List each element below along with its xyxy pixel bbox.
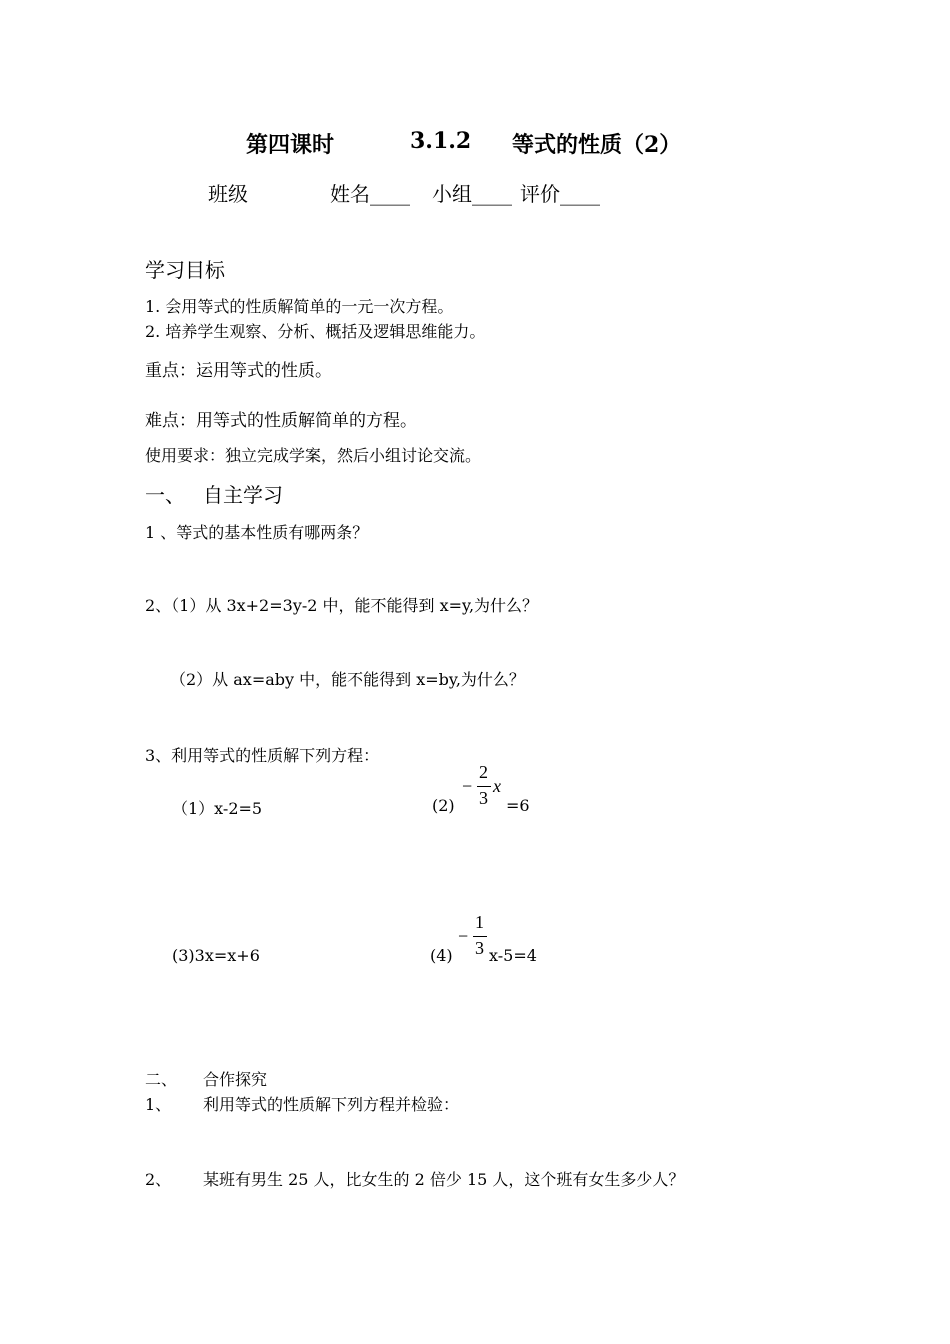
question-3: 3、利用等式的性质解下列方程： (145, 746, 380, 765)
fraction-one-third (456, 912, 490, 962)
fraction-two-thirds (460, 762, 510, 812)
part2-question-1-number: 1、 (145, 1095, 172, 1114)
equation-4-label: (4) (430, 946, 453, 965)
section-number: 3.1.2 (410, 128, 472, 154)
fraction-denominator: 3 (475, 938, 484, 958)
question-1: 1 、等式的基本性质有哪两条？ (145, 523, 369, 542)
name-label: 姓名____ (330, 182, 410, 206)
equation-2-tail: =6 (506, 796, 530, 815)
fraction-numerator: 1 (475, 912, 484, 932)
section-1-number: 一、 (145, 483, 185, 507)
equation-1: （1）x-2=5 (172, 799, 263, 818)
difficulty: 难点：用等式的性质解简单的方程。 (145, 411, 417, 431)
goal-item: 1. 会用等式的性质解简单的一元一次方程。 (145, 297, 454, 316)
equation-2-label: (2) (432, 796, 455, 815)
fraction-denominator: 3 (479, 788, 488, 808)
fraction-variable: x (493, 776, 501, 796)
key-point: 重点：运用等式的性质。 (145, 361, 332, 381)
group-label: 小组____ (432, 182, 512, 206)
fraction-bar (477, 786, 491, 787)
fraction-sign: − (458, 926, 469, 946)
part2-question-2-number: 2、 (145, 1170, 172, 1189)
fraction-numerator: 2 (479, 762, 488, 782)
class-label: 班级 (208, 182, 248, 206)
equation-3: (3)3x=x+6 (172, 946, 260, 965)
usage-requirement: 使用要求：独立完成学案，然后小组讨论交流。 (145, 446, 482, 465)
page-title: 等式的性质（2） (512, 132, 682, 158)
equation-4-tail: x-5=4 (489, 946, 537, 965)
lesson-label: 第四课时 (246, 132, 335, 158)
section-1-title: 自主学习 (203, 483, 283, 507)
section-2-title: 合作探究 (203, 1070, 268, 1089)
fraction-bar (473, 936, 487, 937)
part2-question-2: 某班有男生 25 人，比女生的 2 倍少 15 人，这个班有女生多少人？ (203, 1170, 685, 1189)
goals-heading: 学习目标 (145, 258, 225, 282)
part2-question-1: 利用等式的性质解下列方程并检验： (203, 1095, 460, 1114)
fraction-sign: − (462, 776, 473, 796)
question-2b: （2）从 ax=aby 中，能不能得到 x=by,为什么？ (170, 670, 525, 689)
rating-label: 评价____ (520, 182, 600, 206)
question-2a: 2、（1）从 3x+2=3y-2 中，能不能得到 x=y,为什么？ (145, 596, 539, 615)
section-2-number: 二、 (145, 1070, 178, 1089)
goal-item: 2. 培养学生观察、分析、概括及逻辑思维能力。 (145, 322, 486, 341)
